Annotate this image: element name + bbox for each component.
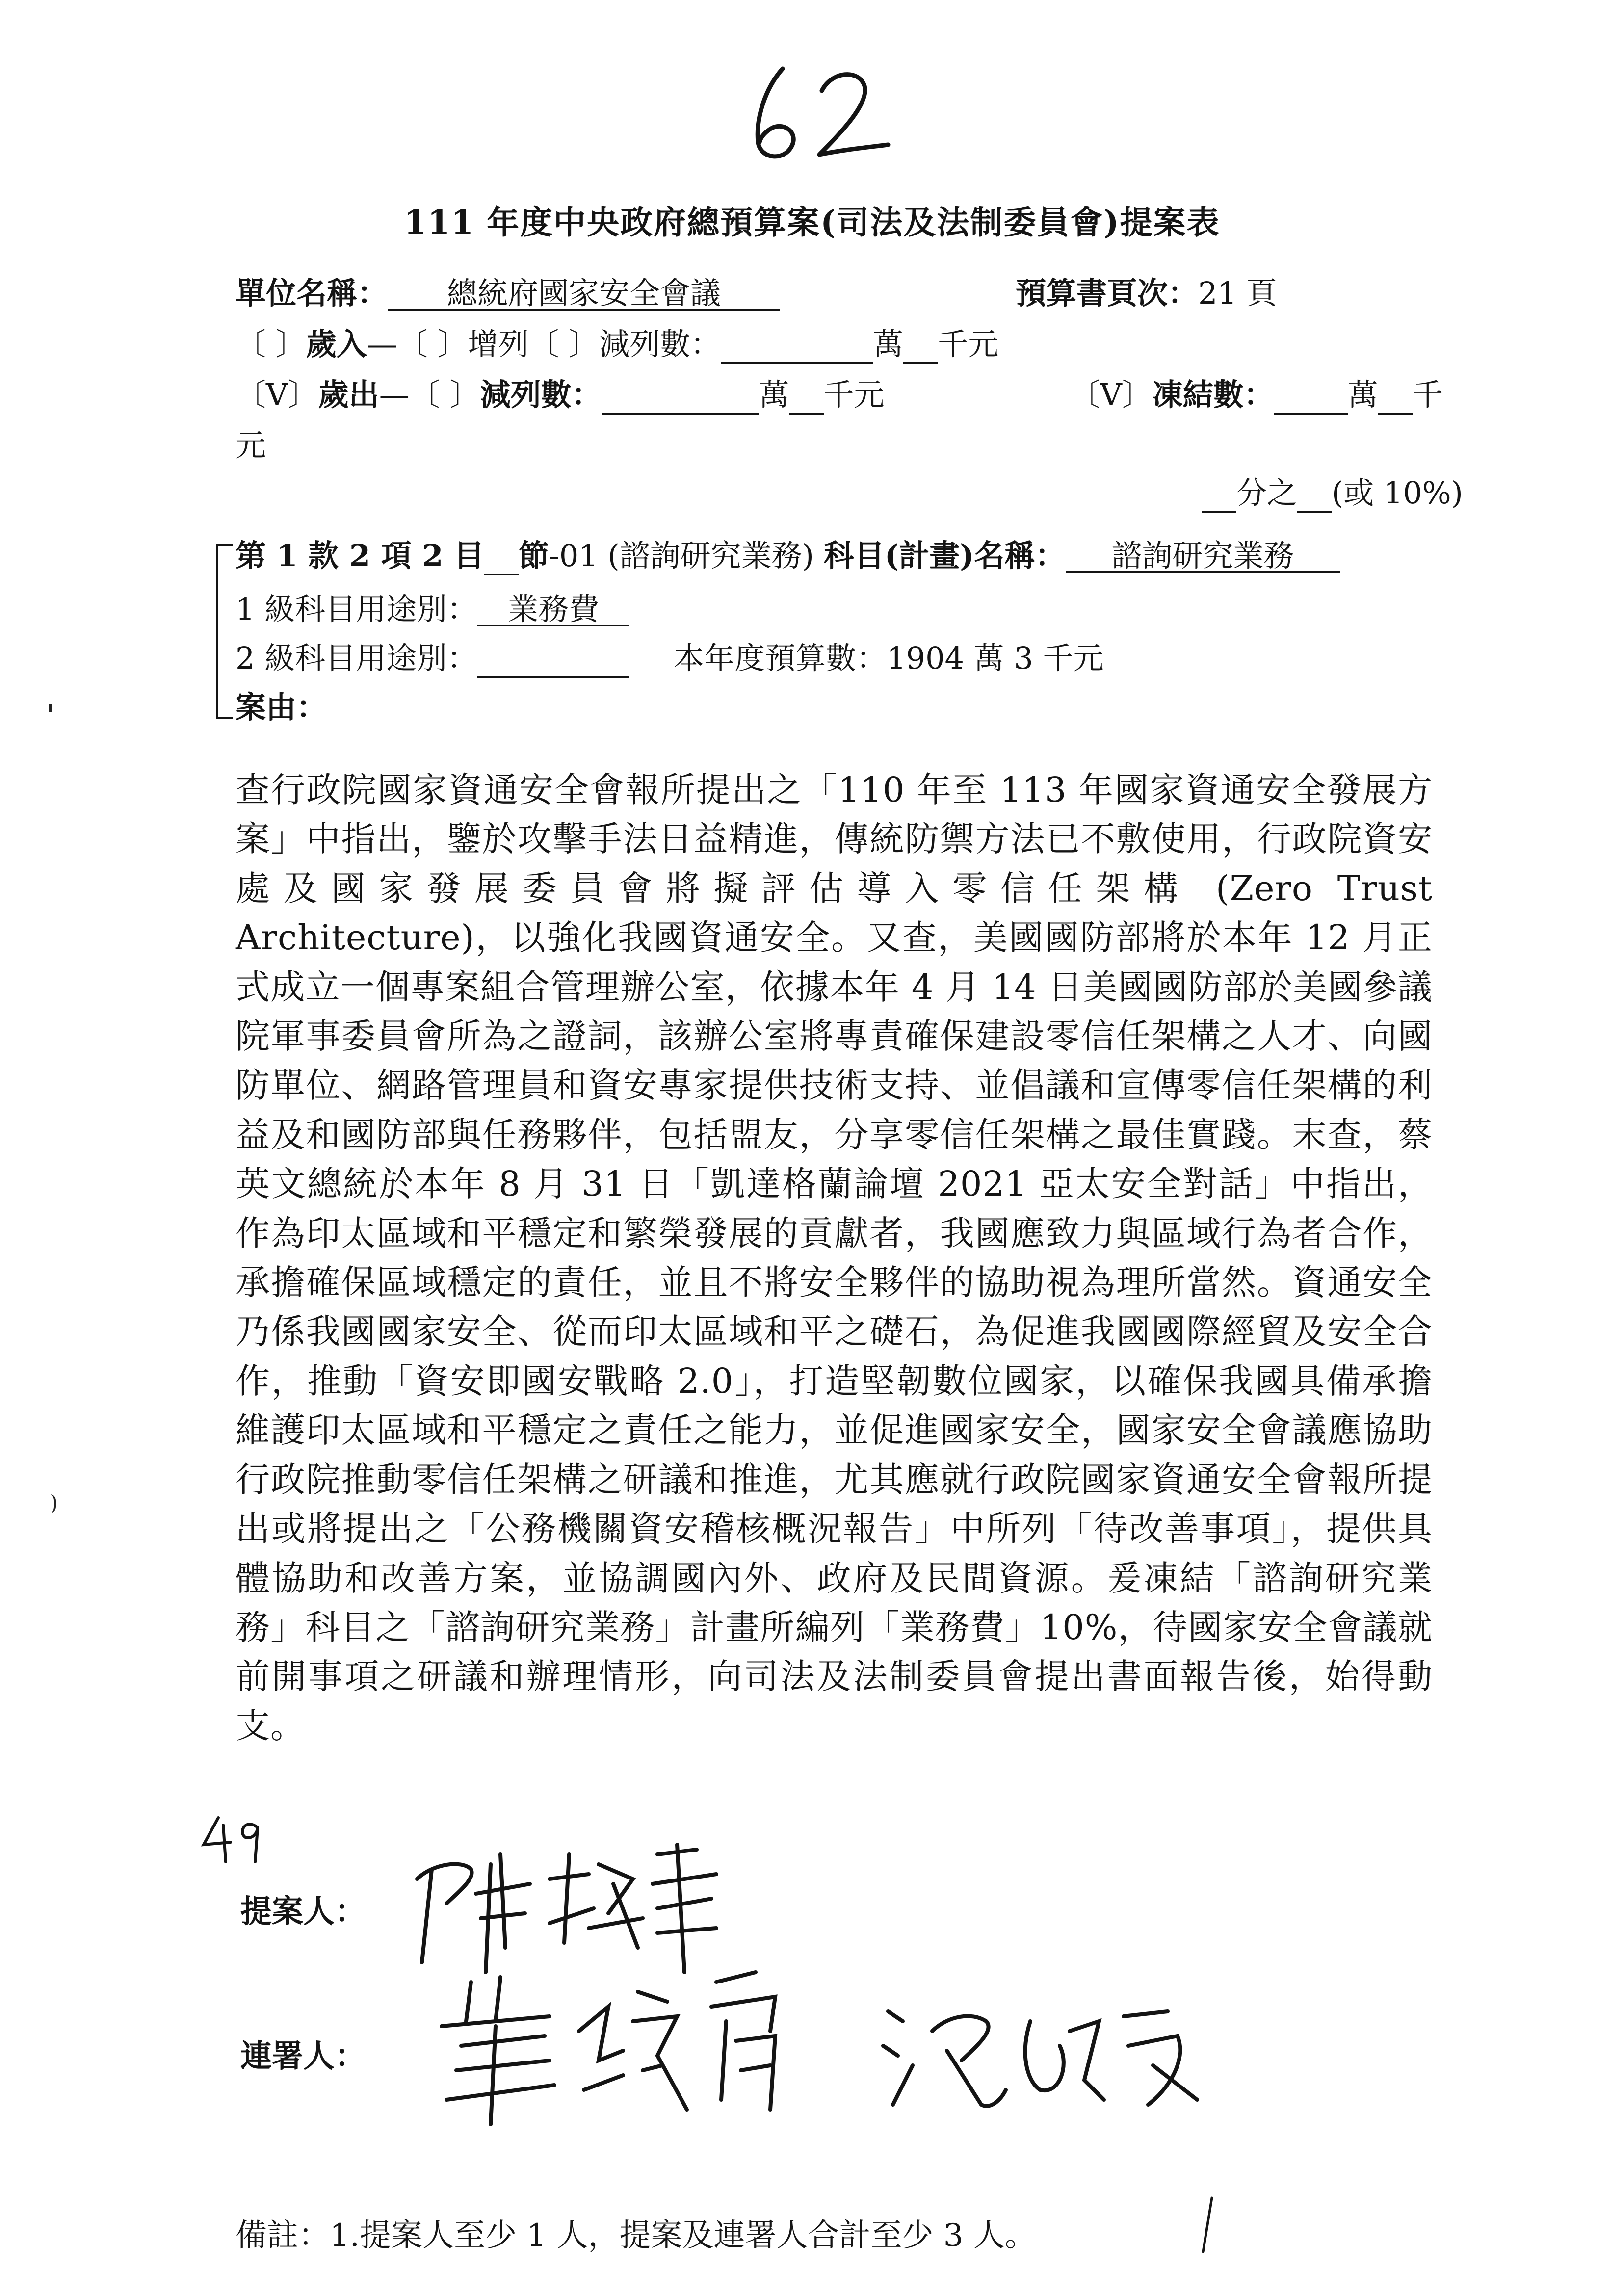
fraction-fen: 分之 bbox=[1236, 475, 1298, 511]
budget-page-label: 預算書頁次： bbox=[1016, 275, 1199, 311]
level2-blank bbox=[477, 640, 629, 678]
handwritten-page-number bbox=[736, 54, 898, 167]
item-jie-blank bbox=[484, 538, 519, 575]
expense-check: 〔V〕 bbox=[236, 377, 318, 413]
form-title: 111 年度中央政府總預算案(司法及法制委員會)提案表 bbox=[404, 203, 1220, 241]
expense-dash: — bbox=[379, 377, 410, 413]
item-prefix: 第 1 款 2 項 2 目 bbox=[236, 538, 484, 574]
fraction-row bbox=[1202, 469, 1463, 513]
freeze-qian-blank bbox=[1378, 377, 1413, 415]
cosigner-signature-1 bbox=[432, 1962, 859, 2129]
unit-value: 總統府國家安全會議 bbox=[388, 278, 780, 311]
cosigner-signature-2 bbox=[873, 1992, 1217, 2119]
reason-label: 案由： bbox=[236, 689, 327, 725]
budget-page-row bbox=[1016, 269, 1277, 313]
level2-row bbox=[236, 634, 1104, 678]
item-subject-label: 科目(計畫)名稱： bbox=[823, 538, 1066, 574]
expense-wan: 萬 bbox=[759, 377, 789, 413]
level1-value: 業務費 bbox=[477, 594, 629, 626]
revenue-check: 〔 〕 bbox=[236, 326, 306, 362]
expense-label: 歲出 bbox=[318, 377, 379, 413]
item-bracket bbox=[216, 544, 233, 719]
fraction-numerator-blank bbox=[1202, 475, 1236, 513]
revenue-qian: 千元 bbox=[938, 326, 999, 362]
revenue-decrease: 〔 〕減列數： bbox=[528, 326, 721, 362]
budget-page-value: 21 頁 bbox=[1198, 275, 1277, 311]
fraction-denominator-blank bbox=[1297, 475, 1332, 513]
unit-row bbox=[236, 269, 780, 313]
revenue-qian-blank bbox=[903, 326, 938, 364]
level1-label: 1 級科目用途別： bbox=[236, 591, 478, 627]
freeze-check: 〔V〕 bbox=[1070, 377, 1153, 413]
footnote: 備註：1.提案人至少 1 人，提案及連署人合計至少 3 人。 bbox=[236, 2218, 1036, 2254]
expense-decrease-label: 減列數： bbox=[480, 377, 602, 413]
scan-speck bbox=[49, 704, 52, 712]
revenue-row bbox=[236, 320, 998, 364]
scan-speck bbox=[49, 1494, 56, 1513]
revenue-amount-blank bbox=[721, 326, 873, 364]
footnote-tick-mark bbox=[1197, 2193, 1217, 2257]
revenue-label: 歲入 bbox=[306, 326, 367, 362]
level2-budget-value: 1904 萬 3 千元 bbox=[887, 640, 1104, 676]
level2-budget-label: 本年度預算數： bbox=[674, 640, 887, 676]
unit-label: 單位名稱： bbox=[236, 275, 388, 311]
reason-body: 查行政院國家資通安全會報所提出之「110 年至 113 年國家資通安全發展方案」中指出，鑒於攻擊手法日益精進，傳統防禦方法已不敷使用，行政院資安處及國家發展委員會將擬評估導入零信任架構 (Zero Trust Architecture)，以強化我國資通安全。又查，美國國防部將於本年 12 月正式成立一個專案組合管理辦公室，依據本年 4 月 14 日美國國防部於美國參議院軍事委員會所為之證詞，該辦公室將專責確保建設零信任架構之人才、向國防單位、網路管理員和資安專家提供技術支持、並倡議和宣傳零信任架構的利益及和國防部與任務夥伴，包括盟友，分享零信任架構之最佳實踐。末查，蔡英文總統於本年 8 月 31 日「凱達格蘭論壇 2021 亞太安全對話」中指出，作為印太區域和平穩定和繁榮發展的貢獻者，我國應致力與區域行為者合作，承擔確保區域穩定的責任，並且不將安全夥伴的協助視為理所當然。資通安全乃係我國國家安全、從而印太區域和平之礎石，為促進我國國際經貿及安全合作，推動「資安即國安戰略 2.0」，打造堅韌數位國家，以確保我國具備承擔維護印太區域和平穩定之責任之能力，並促進國家安全，國家安全會議應協助行政院推動零信任架構之研議和推進，尤其應就行政院國家資通安全會報所提出或將提出之「公務機關資安稽核概況報告」中所列「待改善事項」，提供具體協助和改善方案，並協調國內外、政府及民間資源。爰凍結「諮詢研究業務」科目之「諮詢研究業務」計畫所編列「業務費」10%，待國家安全會議就前開事項之研議和辦理情形，向司法及法制委員會提出書面報告後，始得動支。 bbox=[236, 770, 1433, 1746]
freeze-label: 凍結數： bbox=[1152, 377, 1274, 413]
freeze-wan: 萬 bbox=[1347, 377, 1378, 413]
fraction-value: (或 10%) bbox=[1332, 475, 1463, 511]
expense-row bbox=[236, 370, 885, 415]
expense-qian: 千元 bbox=[823, 377, 885, 413]
expense-qian-blank bbox=[789, 377, 824, 415]
level1-row bbox=[236, 585, 629, 628]
item-row bbox=[236, 531, 1340, 575]
expense-amount-blank bbox=[602, 377, 759, 415]
freeze-qian: 千 bbox=[1412, 377, 1443, 413]
revenue-dash: — bbox=[367, 326, 397, 362]
freeze-amount-blank bbox=[1274, 377, 1348, 415]
level2-label: 2 級科目用途別： bbox=[236, 640, 478, 676]
yuan-wrap: 元 bbox=[236, 427, 266, 463]
item-code: -01 (諮詢研究業務) bbox=[549, 538, 814, 574]
revenue-wan: 萬 bbox=[873, 326, 904, 362]
proposer-label: 提案人： bbox=[240, 1893, 366, 1930]
revenue-increase: 〔 〕增列 bbox=[397, 326, 529, 362]
cosigner-label: 連署人： bbox=[240, 2038, 366, 2075]
expense-decrease-check: 〔 〕 bbox=[409, 377, 480, 413]
handwritten-number-mark bbox=[196, 1810, 270, 1864]
freeze-row bbox=[1070, 370, 1443, 415]
proposer-signature bbox=[402, 1835, 746, 1982]
item-subject-value: 諮詢研究業務 bbox=[1066, 541, 1340, 573]
item-jie: 節 bbox=[518, 538, 549, 574]
